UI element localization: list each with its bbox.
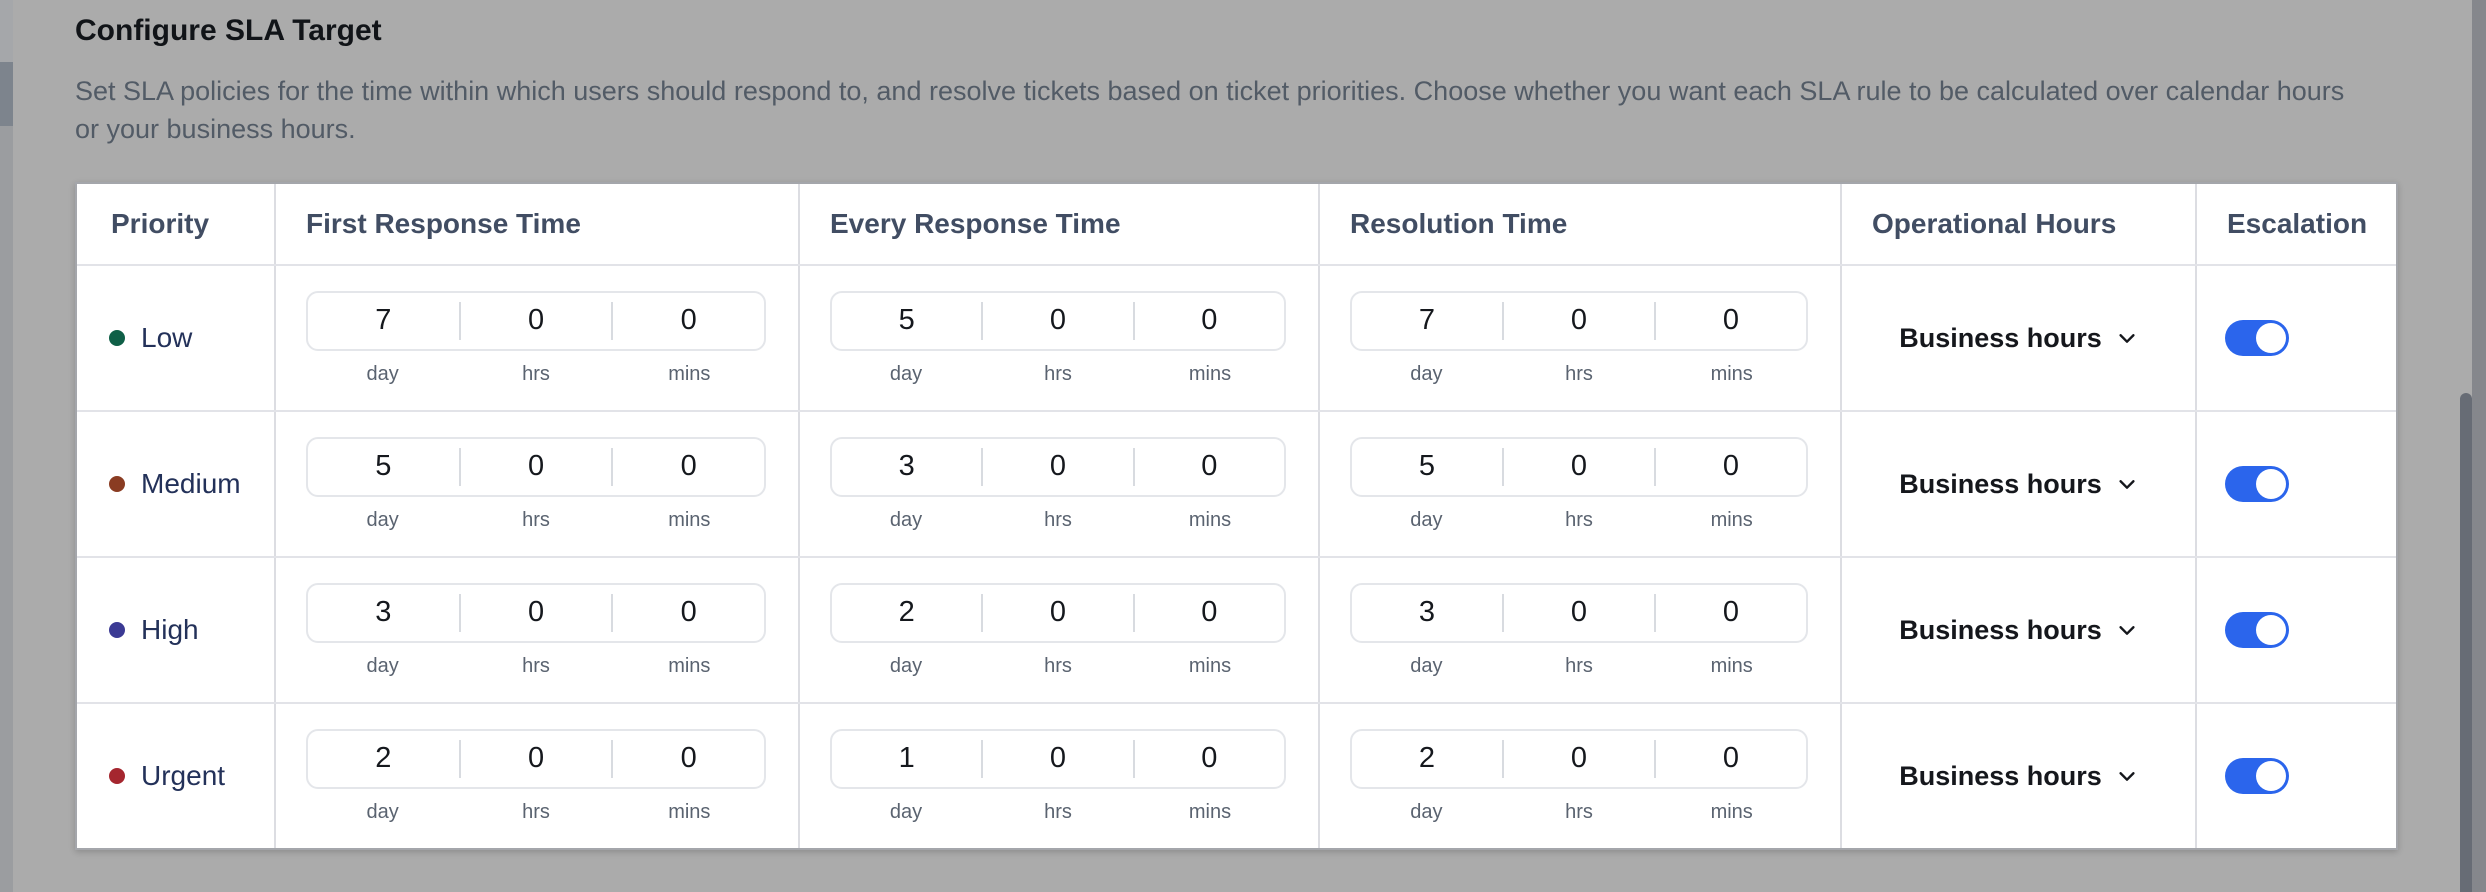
operational-hours-cell <box>1842 558 2197 702</box>
header-cell-escalation: Escalation <box>2227 208 2368 239</box>
operational-hours-value: Business hours <box>1899 468 2102 499</box>
first-response-cell <box>276 704 800 848</box>
hrs-input[interactable] <box>1504 742 1654 775</box>
priority-dot <box>109 330 125 346</box>
priority-dot <box>109 768 125 784</box>
priority-dot <box>109 476 125 492</box>
first-response-cell <box>276 266 800 410</box>
resolution-cell <box>1320 412 1842 556</box>
hrs-unit-label: hrs <box>522 508 550 531</box>
hrs-unit-label: hrs <box>522 800 550 823</box>
hrs-input[interactable] <box>983 450 1132 483</box>
operational-hours-select[interactable] <box>1899 323 2138 354</box>
hrs-unit-label: hrs <box>1565 800 1593 823</box>
resolution-time-input-group <box>1350 437 1808 497</box>
day-input[interactable] <box>1352 304 1502 337</box>
unit-labels <box>830 363 1286 386</box>
hrs-input[interactable] <box>1504 596 1654 629</box>
hrs-unit-label: hrs <box>1044 508 1072 531</box>
operational-hours-select[interactable] <box>1899 615 2138 646</box>
day-unit-label: day <box>366 800 399 823</box>
day-unit-label: day <box>1410 654 1443 677</box>
operational-hours-select[interactable] <box>1899 761 2138 792</box>
hrs-input[interactable] <box>1504 450 1654 483</box>
header-cell-first-response: First Response Time <box>276 184 800 264</box>
mins-input[interactable] <box>1656 304 1806 337</box>
day-input[interactable] <box>308 304 459 337</box>
mins-unit-label: mins <box>1710 654 1753 677</box>
toggle-knob <box>2256 761 2286 791</box>
unit-labels <box>1350 363 1808 386</box>
day-unit-label: day <box>1410 800 1443 823</box>
operational-hours-value: Business hours <box>1899 760 2102 791</box>
mins-input[interactable] <box>1135 596 1284 629</box>
priority-cell <box>77 266 276 410</box>
resolution-time-input-group <box>1350 729 1808 789</box>
resolution-cell <box>1320 266 1842 410</box>
mins-input[interactable] <box>613 450 764 483</box>
every-response-cell <box>800 266 1320 410</box>
toggle-knob <box>2256 615 2286 645</box>
mins-unit-label: mins <box>1188 362 1232 385</box>
unit-labels <box>830 509 1286 532</box>
unit-labels <box>830 655 1286 678</box>
day-input[interactable] <box>1352 450 1502 483</box>
page-description-line2: or your business hours. <box>75 114 356 144</box>
hrs-unit-label: hrs <box>522 362 550 385</box>
escalation-cell <box>2197 558 2396 702</box>
left-panel-edge <box>0 0 13 892</box>
mins-input[interactable] <box>613 742 764 775</box>
page-description <box>75 72 2398 148</box>
scrollbar-track[interactable] <box>2472 0 2486 892</box>
escalation-toggle[interactable] <box>2225 612 2289 648</box>
mins-input[interactable] <box>1656 450 1806 483</box>
priority-cell <box>77 558 276 702</box>
unit-labels <box>306 509 766 532</box>
priority-cell <box>77 704 276 848</box>
unit-labels <box>1350 801 1808 824</box>
mins-unit-label: mins <box>668 362 711 385</box>
chevron-down-icon <box>2116 473 2138 495</box>
escalation-toggle[interactable] <box>2225 758 2289 794</box>
escalation-cell <box>2197 266 2396 410</box>
resolution-time-input-group <box>1350 583 1808 643</box>
day-input[interactable] <box>832 304 981 337</box>
header-cell-every-response: Every Response Time <box>800 184 1320 264</box>
hrs-unit-label: hrs <box>1565 508 1593 531</box>
table-row <box>77 410 2396 556</box>
every-response-time-input-group <box>830 291 1286 351</box>
unit-labels <box>306 655 766 678</box>
mins-input[interactable] <box>1135 304 1284 337</box>
page-description-line1: Set SLA policies for the time within which users should respond to, and resolve tickets based on ticket priorities. Choose whether you want each SLA rule to be calculated over calendar hours <box>75 76 2345 106</box>
priority-dot <box>109 622 125 638</box>
first-response-cell <box>276 558 800 702</box>
day-unit-label: day <box>366 508 399 531</box>
first-response-time-input-group <box>306 291 766 351</box>
day-unit-label: day <box>889 800 923 823</box>
day-input[interactable] <box>308 742 459 775</box>
day-input[interactable] <box>1352 742 1502 775</box>
mins-unit-label: mins <box>668 800 711 823</box>
operational-hours-select[interactable] <box>1899 469 2138 500</box>
day-unit-label: day <box>366 362 399 385</box>
priority-label: Urgent <box>141 760 226 791</box>
resolution-cell <box>1320 558 1842 702</box>
day-unit-label: day <box>366 654 399 677</box>
mins-unit-label: mins <box>1188 800 1232 823</box>
operational-hours-value: Business hours <box>1899 614 2102 645</box>
table-row <box>77 556 2396 702</box>
mins-input[interactable] <box>1656 596 1806 629</box>
mins-input[interactable] <box>613 596 764 629</box>
day-unit-label: day <box>1410 508 1443 531</box>
hrs-input[interactable] <box>461 450 612 483</box>
header-cell-operational-hours: Operational Hours <box>1842 184 2197 264</box>
day-input[interactable] <box>1352 596 1502 629</box>
mins-input[interactable] <box>613 304 764 337</box>
hrs-input[interactable] <box>1504 304 1654 337</box>
escalation-cell <box>2197 412 2396 556</box>
operational-hours-cell <box>1842 266 2197 410</box>
hrs-input[interactable] <box>461 742 612 775</box>
hrs-unit-label: hrs <box>1565 654 1593 677</box>
day-input[interactable] <box>832 596 981 629</box>
day-unit-label: day <box>889 654 923 677</box>
chevron-down-icon <box>2116 327 2138 349</box>
day-input[interactable] <box>308 450 459 483</box>
operational-hours-cell <box>1842 412 2197 556</box>
unit-labels <box>306 801 766 824</box>
day-input[interactable] <box>308 596 459 629</box>
scrollbar-thumb[interactable] <box>2460 393 2472 892</box>
day-unit-label: day <box>1410 362 1443 385</box>
sla-settings-section <box>75 12 2398 850</box>
mins-unit-label: mins <box>1188 654 1232 677</box>
hrs-unit-label: hrs <box>1044 362 1072 385</box>
escalation-cell <box>2197 704 2396 848</box>
priority-label: High <box>141 614 199 645</box>
hrs-unit-label: hrs <box>522 654 550 677</box>
every-response-time-input-group <box>830 437 1286 497</box>
unit-labels <box>1350 509 1808 532</box>
mins-input[interactable] <box>1656 742 1806 775</box>
chevron-down-icon <box>2116 765 2138 787</box>
day-input[interactable] <box>832 742 981 775</box>
resolution-cell <box>1320 704 1842 848</box>
mins-input[interactable] <box>1135 450 1284 483</box>
header-cell-resolution: Resolution Time <box>1320 184 1842 264</box>
mins-unit-label: mins <box>1188 508 1232 531</box>
toggle-knob <box>2256 323 2286 353</box>
every-response-time-input-group <box>830 583 1286 643</box>
hrs-input[interactable] <box>983 304 1132 337</box>
escalation-toggle[interactable] <box>2225 320 2289 356</box>
priority-cell <box>77 412 276 556</box>
first-response-time-input-group <box>306 583 766 643</box>
toggle-knob <box>2256 469 2286 499</box>
mins-unit-label: mins <box>1710 800 1753 823</box>
hrs-input[interactable] <box>983 596 1132 629</box>
hrs-unit-label: hrs <box>1044 800 1072 823</box>
mins-unit-label: mins <box>1710 508 1753 531</box>
table-row <box>77 702 2396 848</box>
page-title: Configure SLA Target <box>75 14 382 47</box>
escalation-toggle[interactable] <box>2225 466 2289 502</box>
day-unit-label: day <box>889 362 923 385</box>
every-response-cell <box>800 704 1320 848</box>
hrs-input[interactable] <box>461 596 612 629</box>
mins-unit-label: mins <box>668 654 711 677</box>
left-panel-scrollbar-segment <box>0 62 13 126</box>
hrs-input[interactable] <box>461 304 612 337</box>
mins-unit-label: mins <box>668 508 711 531</box>
first-response-cell <box>276 412 800 556</box>
unit-labels <box>306 363 766 386</box>
every-response-time-input-group <box>830 729 1286 789</box>
priority-label: Low <box>141 322 193 353</box>
resolution-time-input-group <box>1350 291 1808 351</box>
mins-input[interactable] <box>1135 742 1284 775</box>
table-row <box>77 264 2396 410</box>
unit-labels <box>830 801 1286 824</box>
sla-target-table <box>75 182 2398 850</box>
unit-labels <box>1350 655 1808 678</box>
first-response-time-input-group <box>306 437 766 497</box>
every-response-cell <box>800 558 1320 702</box>
left-panel-edge-cap <box>0 0 13 62</box>
hrs-unit-label: hrs <box>1044 654 1072 677</box>
header-cell-priority: Priority <box>77 184 276 264</box>
every-response-cell <box>800 412 1320 556</box>
day-unit-label: day <box>889 508 923 531</box>
day-input[interactable] <box>832 450 981 483</box>
priority-label: Medium <box>141 468 241 499</box>
first-response-time-input-group <box>306 729 766 789</box>
chevron-down-icon <box>2116 619 2138 641</box>
mins-unit-label: mins <box>1710 362 1753 385</box>
hrs-input[interactable] <box>983 742 1132 775</box>
hrs-unit-label: hrs <box>1565 362 1593 385</box>
operational-hours-cell <box>1842 704 2197 848</box>
table-header-row <box>77 184 2396 264</box>
operational-hours-value: Business hours <box>1899 322 2102 353</box>
